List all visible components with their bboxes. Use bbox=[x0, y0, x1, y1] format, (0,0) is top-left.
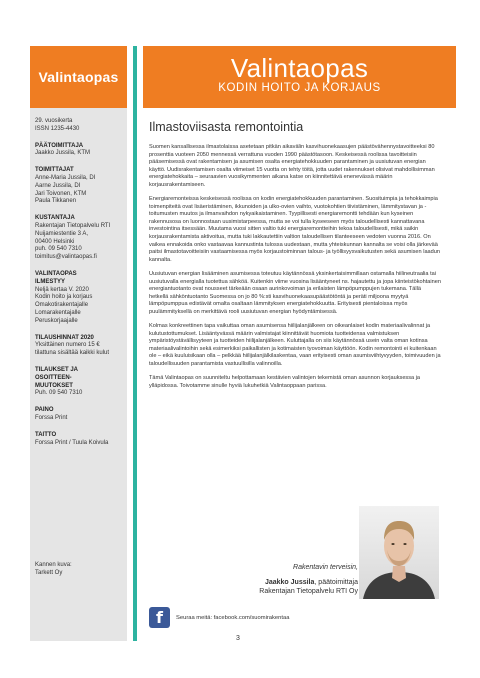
sidebar-brand bbox=[30, 46, 127, 108]
masthead-line: Rakentajan Tietopalvelu RTI bbox=[35, 222, 111, 229]
cover-caption-label: Kannen kuva: bbox=[35, 562, 72, 568]
page-number: 3 bbox=[236, 635, 240, 642]
masthead-group-prices bbox=[35, 335, 127, 358]
masthead-heading: TAITTO bbox=[35, 431, 57, 438]
social-link[interactable] bbox=[149, 607, 289, 628]
article-title: Ilmastoviisasta remontointia bbox=[149, 120, 304, 134]
masthead-line: Paula Tikkanen bbox=[35, 198, 77, 205]
social-link-text: Seuraa meitä: facebook.com/suomirakentaa bbox=[176, 614, 290, 621]
masthead-group-issue bbox=[35, 118, 127, 134]
banner-subtitle: KODIN HOITO JA KORJAUS bbox=[218, 82, 381, 94]
masthead-heading: VALINTAOPAS ILMESTYY bbox=[35, 270, 77, 285]
editorial-article bbox=[149, 120, 441, 397]
masthead-line: Jari Toivonen, KTM bbox=[35, 190, 87, 197]
masthead-line: toimitus@valintaopas.fi bbox=[35, 254, 97, 261]
portrait-illustration bbox=[359, 506, 439, 599]
facebook-icon: f bbox=[149, 607, 170, 628]
article-paragraph: Uusiutuvan energian lisääminen asumisessa toteutuu käytännössä yksinkertaisimmillaan ostamalla hiilineutraalia tai uusiutuvalla energialla tuotettua sähköä. Kuitenkin viime vuosina lisääntyneet ns. hajautettu ja jopa kiinteistökohtainen energiantuotanto ovat nousseet tärkeään osaan aurinkovoiman ja erilaisten lämpöpumppujen tukemana. Tällä hetkellä sähköntuotanto Suomessa on jo 80 %:sti kasvihuonekaasupäästötöntä ja peräti miljoona myytyä lämpöpumppua edistävät omalta osaltaan lämmityksen energiatehokkuutta. Erityisesti pientaloissa myös puulämmityksellä on merkittävä rooli uusiutuvan energian hyödyntämisessä. bbox=[149, 270, 441, 315]
masthead-line: 29. vuosikerta bbox=[35, 118, 73, 124]
masthead-info bbox=[30, 108, 127, 447]
masthead-heading: TILAUKSET JA OSOITTEEN-MUUTOKSET bbox=[35, 366, 78, 389]
editor-portrait bbox=[359, 506, 439, 599]
masthead-group-print bbox=[35, 407, 127, 423]
masthead-heading: TOIMITTAJAT bbox=[35, 167, 74, 174]
masthead-line: Lomarakentajalle bbox=[35, 309, 81, 316]
masthead-line: Forssa Print / Tuula Koivula bbox=[35, 439, 109, 446]
masthead-line: puh. 09 540 7310 bbox=[35, 246, 82, 253]
signature-organization: Rakentajan Tietopalvelu RTI Oy bbox=[259, 588, 358, 595]
masthead-line: Peruskorjaajalle bbox=[35, 317, 78, 324]
cover-caption bbox=[35, 562, 72, 578]
masthead-group-schedule bbox=[35, 271, 127, 326]
masthead-line: Forssa Print bbox=[35, 414, 68, 421]
masthead-group-subscriptions bbox=[35, 367, 127, 398]
sidebar-brand-label: Valintaopas bbox=[38, 69, 119, 85]
masthead-heading: PAINO bbox=[35, 407, 54, 414]
masthead-line: tilattuna sisältää kaikki kulut bbox=[35, 350, 110, 357]
masthead-line: Jaakko Jussila, KTM bbox=[35, 150, 91, 157]
article-paragraph: Energiaremonteissa keskeisessä roolissa on kodin energiatehokkuuden parantaminen. Suosituimpia ja tehokkaimpia toimenpiteitä ovat lisäeristäminen, ikkunoiden ja ulko-ovien vaihto, vuotokohtien tiivistäminen, lämmitystavan ja -toitumusten muutos ja ilmanvaihdon nykyaikaistaminen. Tyypillisesti energiaremontti tehdään kun kyseinen rakennusosa on luonnostaan uusimistarpeessa, mutta se voi tulla kyseeseen myös taloudellisesti kannattavana investointina itsessään. Muutama vuosi sitten valtio tuki energiaremontteihin tekoa taloudellisesti, mikä saikin korjausrakentamista aktivoitua, mutta tuki lakkautettiin valtion taloudellisen tilanteeseen vedoten vuonna 2016. On vaikea ennakoida onko vastaavaa kannustinta tulossa uudestaan, mutta yhteiskunnan kannalta se voisi olla järkevää paitsi ilmastotavoitteisiin vastaamisessa myös korjaustoiminnan talous- ja työllisyysvaikutusten sekä asumisen laadun kannalta. bbox=[149, 196, 441, 263]
signature-line bbox=[220, 578, 358, 587]
article-paragraph: Kolmas konkreettinen tapa vaikuttaa oman asumisensa hiilijalanjälkeen on oikeanlaiset kodin materiaalivalinnat ja kulutustottumukset. Lisääntyvässä määrin valmistajat kiinnittävät huomiota tuotteidensa valmistuksen ympäristöystävällisyyteen ja tuotteiden hiilijalanjälkeen. Kuluttajalla on siis käytännössä usein valta oman kotinsa materiaalivalintoihin sekä esimerkiksi paikallisten ja kotimaisten tyovoiman käyttöön. Kodin remontointi ei kuitenkaan ole – eikä kuuluisikaan olla – pelkkää hiilijalanjälkilaskentaa, vaan erityisesti oman asumisviihtyvyyden, toimivuuden ja taloudellisuuden parantamista vastuullisilla valinnoilla. bbox=[149, 322, 441, 367]
masthead-line: Kodin hoito ja korjaus bbox=[35, 294, 93, 301]
masthead-line: Omakotirakentajalle bbox=[35, 302, 89, 309]
masthead-line: Aarne Jussila, DI bbox=[35, 182, 81, 189]
masthead-line: 00400 Helsinki bbox=[35, 238, 75, 245]
title-banner bbox=[143, 46, 456, 108]
article-paragraph: Tämä Valintaopas on suunniteltu helpottamaan kestävien valintojen tekemistä oman asunnon korjauksessa ja ylläpidossa. Toivotamme sinulle hyviä lukuhetkiä Valintaoppaan parissa. bbox=[149, 375, 421, 389]
masthead-group-publisher bbox=[35, 215, 127, 262]
signature-title: , päätoimittaja bbox=[314, 579, 358, 586]
masthead-line: Anne-Maria Jussila, DI bbox=[35, 174, 96, 181]
masthead-group-layout bbox=[35, 432, 127, 448]
masthead-line: ISSN 1235-4430 bbox=[35, 125, 80, 132]
masthead-line: Nuijamiestentie 3 A, bbox=[35, 230, 89, 237]
masthead-heading: TILAUSHINNAT 2020 bbox=[35, 334, 94, 341]
masthead-heading: KUSTANTAJA bbox=[35, 215, 75, 222]
banner-title: Valintaopas bbox=[230, 53, 369, 83]
cover-caption-credit: Tarkett Oy bbox=[35, 569, 63, 576]
article-paragraph: Suomen kansallisessa ilmastolaissa asetetaan pitkän aikavälin kasvihuonekaasujen päästövähennystavoitteeksi 80 prosenttia vuoteen 2050 mennessä verrattuna vuoden 1990 päästötasoon. Keskeisessä roolissa tavoitteisiin pääsemisessä ovat rakentamisen ja asumisen osalta energiatehokkuuden parantaminen ja uusiutuvan energian käyttö. Uudisrakentamisen osalta viimeiset 15 vuotta on tehty töitä, jotta uudet rakennukset olisivat mahdollisimman energiatehokkaita – seuraavien vuosikymmenten aikana katse on kiinnitettävä enenevässä määrin korjausrakentamiseen. bbox=[149, 144, 435, 188]
masthead-heading: PÄÄTOIMITTAJA bbox=[35, 142, 84, 149]
signature-block bbox=[220, 563, 358, 596]
masthead-line: Yksittäinen numero 15 € bbox=[35, 342, 100, 349]
masthead-line: Neljä kertaa V. 2020 bbox=[35, 286, 89, 293]
masthead-sidebar bbox=[30, 46, 127, 641]
masthead-group-editors bbox=[35, 167, 127, 206]
masthead-line: Puh. 09 540 7310 bbox=[35, 390, 83, 397]
masthead-group-editor-in-chief bbox=[35, 143, 127, 159]
signature-name: Jaakko Jussila bbox=[264, 579, 315, 586]
signature-greeting: Rakentavin terveisin, bbox=[293, 564, 358, 571]
accent-divider bbox=[133, 46, 137, 641]
